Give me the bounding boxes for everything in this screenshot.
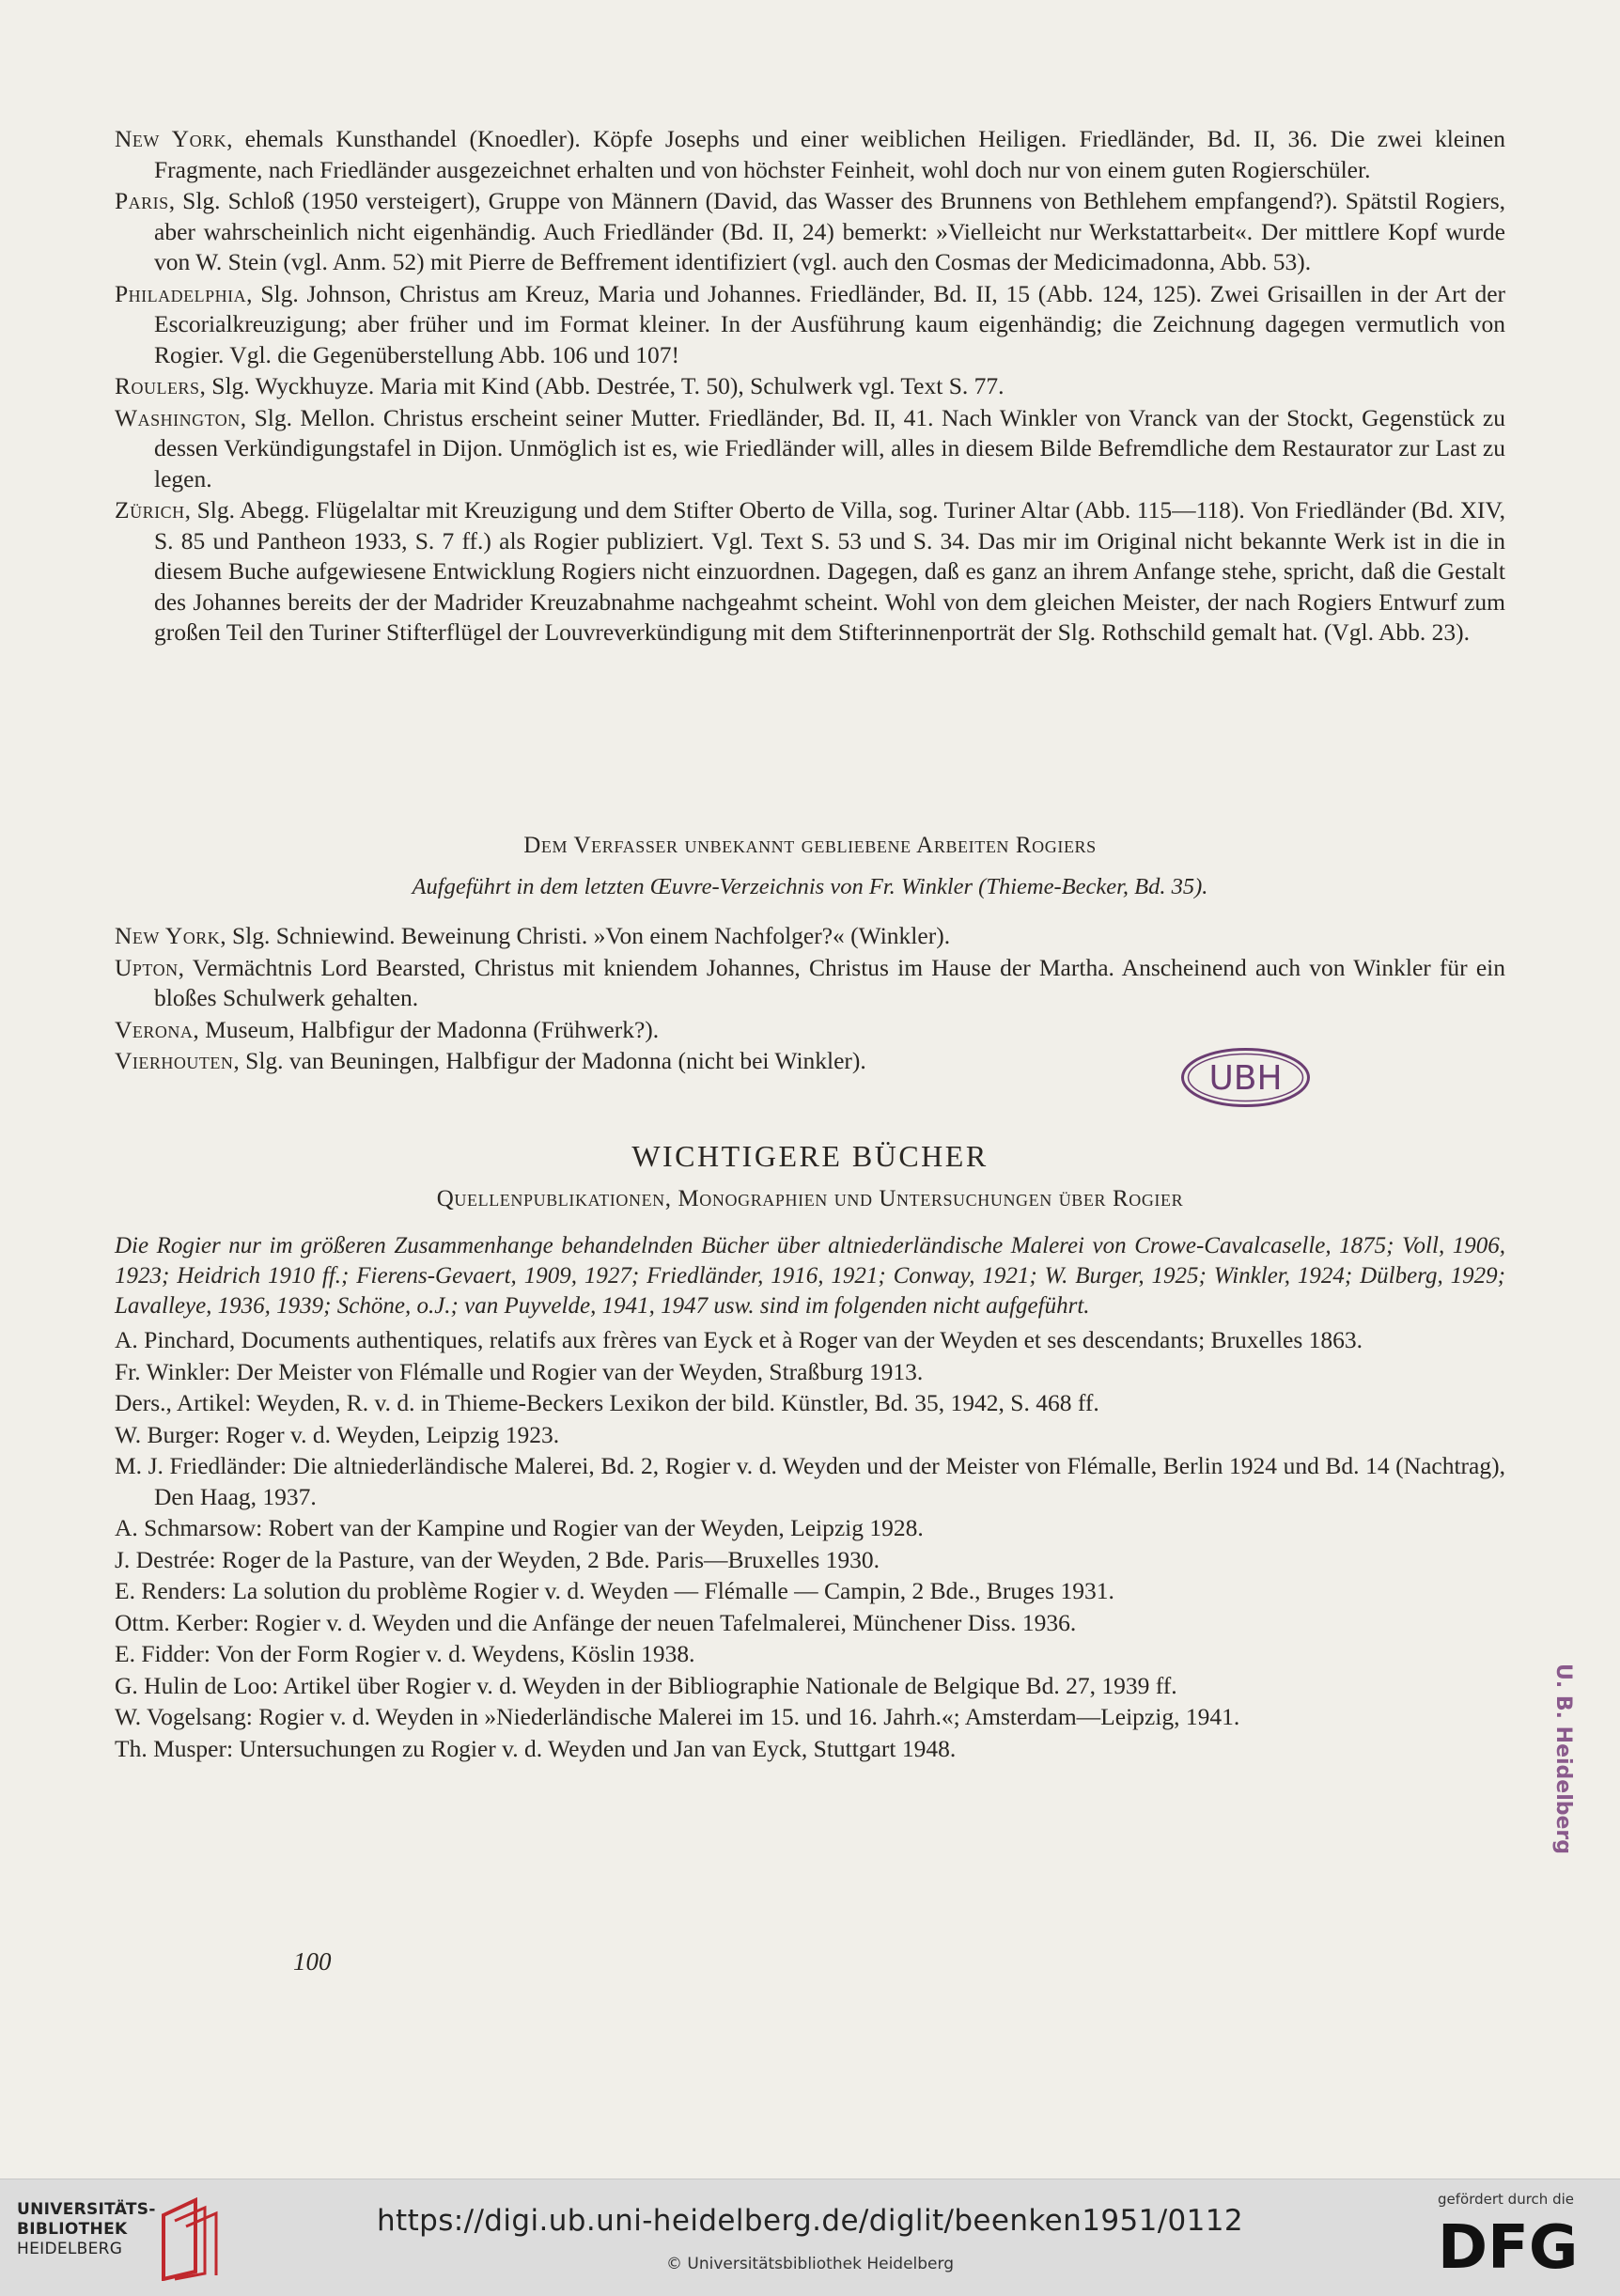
entry-text: , ehemals Kunsthandel (Knoedler). Köpfe Josephs und einer weiblichen Heiligen. Friedländer, Bd. II, 36. Die zwei kleinen Fragmente, nach Friedländer ausgezeichnet erhalten und von höchster Feinheit, wohl doch nur von einem guten Rogierschüler. xyxy=(154,125,1505,183)
entry-place: Philadelphia xyxy=(115,279,247,307)
book-author: W. Vogelsang xyxy=(115,1703,246,1730)
books-intro: Die Rogier nur im größeren Zusammenhange behandelnden Bücher über altniederländische Malerei von Crowe-Cavalcaselle, 1875; Voll, 1906, 1923; Heidrich 1910 ff.; Fierens-Gevaert, 1909, 1927; Friedländer, 1916, 1921; Conway, 1921; W. Burger, 1925; Winkler, 1924; Dülberg, 1929; Lavalleye, 1936, 1939; Schöne, o.J.; van Puyvelde, 1941, 1947 usw. sind im folgenden nicht aufgeführt. xyxy=(115,1233,1505,1319)
book-author: W. Burger xyxy=(115,1420,213,1448)
entry-text: , Slg. Mellon. Christus erscheint seiner Mutter. Friedländer, Bd. II, 41. Nach Winkler von Vranck van der Stockt, Gegenstück zu dessen Verkündigungstafel in Dijon. Unmöglich ist es, wie Friedländer will, alles in diesem Bilde Befremdliche dem Restaurator zur Last zu legen. xyxy=(154,403,1505,492)
entry-washington xyxy=(115,403,1505,495)
books-subheading: Quellenpublikationen, Monographien und Untersuchungen über Rogier xyxy=(436,1186,1184,1211)
book-entry xyxy=(115,1451,1505,1512)
books-heading: WICHTIGERE BÜCHER xyxy=(631,1139,989,1173)
entry-place: Upton xyxy=(115,953,179,981)
book-author: Th. Musper xyxy=(115,1734,226,1762)
book-author: M. J. Friedländer xyxy=(115,1452,281,1479)
entry-upton xyxy=(115,953,1505,1014)
entry-place: Roulers xyxy=(115,372,200,399)
institution-line: UNIVERSITÄTS- xyxy=(17,2200,156,2219)
page-number: 100 xyxy=(293,1947,332,1976)
book-author: Ottm. Kerber xyxy=(115,1608,242,1636)
book-text: : La solution du problème Rogier v. d. Weyden — Flémalle — Campin, 2 Bde., Bruges 1931. xyxy=(219,1577,1114,1604)
entry-text: , Museum, Halbfigur der Madonna (Frühwerk?). xyxy=(193,1015,660,1043)
side-library-stamp xyxy=(1464,1663,1620,1855)
book-author: A. Pinchard xyxy=(115,1326,229,1353)
book-text: , Artikel: Weyden, R. v. d. in Thieme-Beckers Lexikon der bild. Künstler, Bd. 35, 1942, S. 468 ff. xyxy=(165,1389,1099,1416)
entry-new-york xyxy=(115,124,1505,185)
book-entry xyxy=(115,1513,1505,1544)
book-text: : Der Meister von Flémalle und Rogier van der Weyden, Straßburg 1913. xyxy=(224,1357,924,1385)
entry-place: Washington xyxy=(115,403,241,431)
unknown-works-heading: Dem Verfasser unbekannt gebliebene Arbeiten Rogiers xyxy=(523,833,1097,858)
entries-top xyxy=(115,124,1505,649)
book-entry xyxy=(115,1420,1505,1451)
book-text: : Roger de la Pasture, van der Weyden, 2 Bde. Paris—Bruxelles 1930. xyxy=(209,1545,880,1573)
entry-place: New York xyxy=(115,922,221,949)
book-author: A. Schmarsow xyxy=(115,1514,257,1541)
book-entry xyxy=(115,1734,1505,1765)
viewer-footer xyxy=(0,2179,1620,2296)
entry-zurich xyxy=(115,495,1505,648)
unknown-works-subheading: Aufgeführt in dem letzten Œuvre-Verzeichnis von Fr. Winkler (Thieme-Becker, Bd. 35). xyxy=(412,874,1208,899)
entry-text: , Slg. van Beuningen, Halbfigur der Madonna (nicht bei Winkler). xyxy=(233,1047,866,1074)
library-stamp xyxy=(1179,1046,1312,1109)
permalink-url[interactable]: https://digi.ub.uni-heidelberg.de/diglit/beenken1951/0112 xyxy=(376,2204,1244,2238)
copyright-notice: © Universitätsbibliothek Heidelberg xyxy=(665,2255,954,2273)
entry-roulers xyxy=(115,371,1505,402)
book-entry xyxy=(115,1639,1505,1670)
book-text: : Artikel über Rogier v. d. Weyden in der Bibliographie Nationale de Belgique Bd. 27, 1939 ff. xyxy=(272,1671,1177,1699)
book-author: G. Hulin de Loo xyxy=(115,1671,273,1699)
book-entry xyxy=(115,1545,1505,1576)
entry-text: , Vermächtnis Lord Bearsted, Christus mit kniendem Johannes, Christus im Hause der Martha. Anscheinend auch von Winkler für ein bloßes Schulwerk gehalten. xyxy=(154,953,1505,1011)
entry-place: Zürich xyxy=(115,496,185,523)
book-entry xyxy=(115,1671,1505,1702)
entry-place: Verona xyxy=(115,1015,194,1043)
book-author: J. Destrée xyxy=(115,1545,210,1573)
side-stamp-text: U. B. Heidelberg xyxy=(1551,1663,1575,1855)
entry-new-york-schniewind xyxy=(115,921,1505,952)
institution-line: BIBLIOTHEK xyxy=(17,2220,128,2239)
entry-text: , Slg. Abegg. Flügelaltar mit Kreuzigung und dem Stifter Oberto de Villa, sog. Turiner Altar (Abb. 115—118). Von Friedländer (Bd. XIV, S. 85 und Pantheon 1933, S. 7 ff.) als Rogier publiziert. Vgl. Text S. 53 und S. 34. Das mir im Original nicht bekannte Werk ist in die in diesem Buche aufgewiesene Entwicklung Rogiers nicht einzuordnen. Dagegen, daß es ganz an ihrem Anfange stehe, spricht, daß die Gestalt des Johannes bereits der der Madrider Kreuzabnahme nachgeahmt scheint. Wohl von dem gleichen Meister, der nach Rogiers Entwurf zum großen Teil den Turiner Stifterflügel der Louvreverkündigung mit dem Stifterinnenporträt der Slg. Rothschild gemalt hat. (Vgl. Abb. 23). xyxy=(154,496,1505,646)
book-text: : Roger v. d. Weyden, Leipzig 1923. xyxy=(212,1420,560,1448)
book-entry xyxy=(115,1357,1505,1388)
book-entry xyxy=(115,1702,1505,1733)
entry-text: , Slg. Johnson, Christus am Kreuz, Maria und Johannes. Friedländer, Bd. II, 15 (Abb. 124, 125). Zwei Grisaillen in der Art der Escorialkreuzigung; aber früher und im Format kleiner. In der Ausführung kaum eigenhändig; die Zeichnung dagegen vermutlich von Rogier. Vgl. die Gegenüberstellung Abb. 106 und 107! xyxy=(154,279,1505,368)
entry-place: New York xyxy=(115,125,227,152)
book-entry xyxy=(115,1325,1505,1356)
book-text: : Robert van der Kampine und Rogier van der Weyden, Leipzig 1928. xyxy=(256,1514,924,1541)
institution-line: HEIDELBERG xyxy=(17,2240,123,2258)
stamp-text: UBH xyxy=(1208,1059,1283,1098)
book-text: : Von der Form Rogier v. d. Weydens, Köslin 1938. xyxy=(203,1640,695,1667)
books-section xyxy=(115,1231,1505,1765)
book-text: : Rogier v. d. Weyden in »Niederländische Malerei im 15. und 16. Jahrh.«; Amsterdam—Leipzig, 1941. xyxy=(245,1703,1240,1730)
dfg-text: DFG xyxy=(1438,2213,1579,2279)
entry-place: Paris xyxy=(115,187,169,214)
book-entry xyxy=(115,1576,1505,1607)
entry-text: , Slg. Schniewind. Beweinung Christi. »Von einem Nachfolger?« (Winkler). xyxy=(220,922,951,949)
entry-verona xyxy=(115,1015,1505,1046)
book-entry xyxy=(115,1608,1505,1639)
book-author: Fr. Winkler xyxy=(115,1357,225,1385)
book-text: , Documents authentiques, relatifs aux frères van Eyck et à Roger van der Weyden et ses descendants; Bruxelles 1863. xyxy=(228,1326,1363,1353)
book-author: E. Fidder xyxy=(115,1640,204,1667)
book-author: E. Renders xyxy=(115,1577,220,1604)
book-text: : Die altniederländische Malerei, Bd. 2, Rogier v. d. Weyden und der Meister von Flémalle, Berlin 1924 und Bd. 14 (Nachtrag), Den Haag, 1937. xyxy=(154,1452,1505,1510)
book-text: : Untersuchungen zu Rogier v. d. Weyden und Jan van Eyck, Stuttgart 1948. xyxy=(226,1734,957,1762)
book-entry xyxy=(115,1388,1505,1419)
entry-paris xyxy=(115,186,1505,278)
book-text: : Rogier v. d. Weyden und die Anfänge der neuen Tafelmalerei, Münchener Diss. 1936. xyxy=(241,1608,1077,1636)
dfg-logo-icon[interactable] xyxy=(1438,2213,1597,2279)
funding-label: gefördert durch die xyxy=(1438,2191,1574,2208)
book-author: Ders. xyxy=(115,1389,166,1416)
entry-text: , Slg. Schloß (1950 versteigert), Gruppe von Männern (David, das Wasser des Brunnens von Bethlehem empfangend?). Spätstil Rogiers, aber wahrscheinlich nicht eigenhändig. Auch Friedländer (Bd. II, 24) bemerkt: »Vielleicht nur Werkstattarbeit«. Der mittlere Kopf wurde von W. Stein (vgl. Anm. 52) mit Pierre de Beffrement identifiziert (vgl. auch den Cosmas der Medicimadonna, Abb. 53). xyxy=(154,187,1505,275)
entry-text: , Slg. Wyckhuyze. Maria mit Kind (Abb. Destrée, T. 50), Schulwerk vgl. Text S. 77. xyxy=(199,372,1005,399)
entry-place: Vierhouten xyxy=(115,1047,234,1074)
entry-philadelphia xyxy=(115,279,1505,371)
